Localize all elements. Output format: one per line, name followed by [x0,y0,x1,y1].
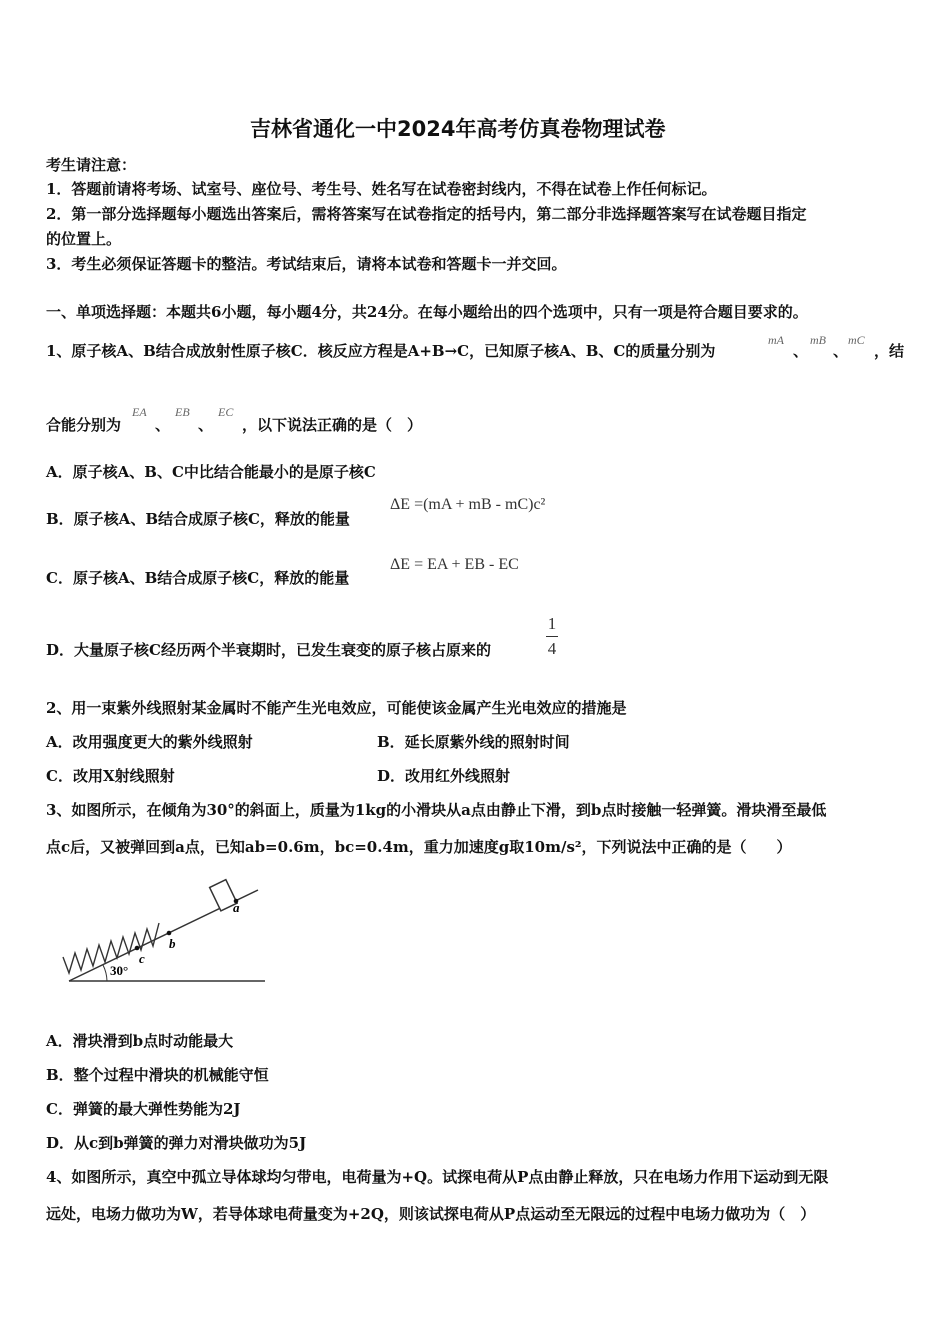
q2-option-b: B．延长原紫外线的照射时间 [377,733,570,751]
notice-item-2-cont: 的位置上。 [46,230,122,248]
q1-stem-line1: 1、原子核A、B结合成放射性原子核C．核反应方程是A+B→C，已知原子核A、B、C的质量分别为 [46,342,716,360]
q1-option-d-fraction [546,614,558,659]
q1-option-c: C．原子核A、B结合成原子核C，释放的能量 [46,569,350,587]
q2-option-d: D．改用红外线照射 [377,767,511,785]
q1-stem-line2: 合能分别为 [46,416,122,434]
point-c [135,946,140,951]
q2-option-c: C．改用X射线照射 [46,767,175,785]
q1-mass-b: mB [810,333,826,347]
q1-option-d: D．大量原子核C经历两个半衰期时，已发生衰变的原子核占原来的 [46,641,491,659]
q1-sep: 、 [198,416,214,434]
q1-sep: 、 [793,342,809,360]
section-heading: 一、单项选择题：本题共6小题，每小题4分，共24分。在每小题给出的四个选项中，只有一项是符合题目要求的。 [46,303,808,321]
q1-option-a: A．原子核A、B、C中比结合能最小的是原子核C [46,463,376,481]
q1-option-b: B．原子核A、B结合成原子核C，释放的能量 [46,510,350,528]
q1-option-b-formula: ΔE =(mA + mB - mC)c² [390,496,546,513]
label-b: b [169,936,176,951]
q3-stem-line2: 点c后，又被弹回到a点，已知ab=0.6m，bc=0.4m，重力加速度g取10m/s²，下列说法中正确的是（ ） [46,838,792,856]
q1-line2-end: ，以下说法正确的是（ ） [242,416,423,434]
q1-mass-a: mA [768,333,784,347]
point-b [167,931,172,936]
notice-heading: 考生请注意： [46,156,137,174]
q1-sep: 、 [155,416,171,434]
q3-stem-line1: 3、如图所示，在倾角为30°的斜面上，质量为1kg的小滑块从a点由静止下滑，到b点时接触一轻弹簧。滑块滑至最低 [46,801,827,819]
fraction-numerator: 1 [547,614,557,633]
q1-energy-c: EC [218,405,234,419]
fraction-denominator: 4 [547,639,557,658]
q3-option-d: D．从c到b弹簧的弹力对滑块做功为5J [46,1134,307,1152]
label-a: a [233,900,240,915]
incline-spring-figure [55,865,270,990]
q4-stem-line2: 远处，电场力做功为W，若导体球电荷量变为+2Q，则该试探电荷从P点运动至无限远的过程中电场力做功为（ ） [46,1205,816,1223]
q3-option-c: C．弹簧的最大弹性势能为2J [46,1100,241,1118]
q1-line1-end: ，结 [874,342,905,360]
q1-sep: 、 [833,342,849,360]
angle-arc [103,965,107,981]
label-c: c [139,951,145,966]
q3-option-b: B．整个过程中滑块的机械能守恒 [46,1066,269,1084]
q1-energy-b: EB [175,405,190,419]
q1-energy-a: EA [132,405,147,419]
notice-item-1: 1．答题前请将考场、试室号、座位号、考生号、姓名写在试卷密封线内，不得在试卷上作任何标记。 [46,180,717,198]
q3-option-a: A．滑块滑到b点时动能最大 [46,1032,234,1050]
notice-item-2: 2．第一部分选择题每小题选出答案后，需将答案写在试卷指定的括号内，第二部分非选择题答案写在试卷题目指定 [46,205,807,223]
q1-mass-c: mC [848,333,865,347]
notice-item-3: 3．考生必须保证答题卡的整洁。考试结束后，请将本试卷和答题卡一并交回。 [46,255,567,273]
angle-label: 30° [110,963,129,978]
q2-stem: 2、用一束紫外线照射某金属时不能产生光电效应，可能使该金属产生光电效应的措施是 [46,699,627,717]
q1-option-c-formula: ΔE = EA + EB - EC [390,556,519,573]
q4-stem-line1: 4、如图所示，真空中孤立导体球均匀带电，电荷量为+Q。试探电荷从P点由静止释放，只在电场力作用下运动到无限 [46,1168,829,1186]
fraction-bar [546,636,558,637]
q2-option-a: A．改用强度更大的紫外线照射 [46,733,253,751]
page-title: 吉林省通化一中2024年高考仿真卷物理试卷 [250,117,666,141]
